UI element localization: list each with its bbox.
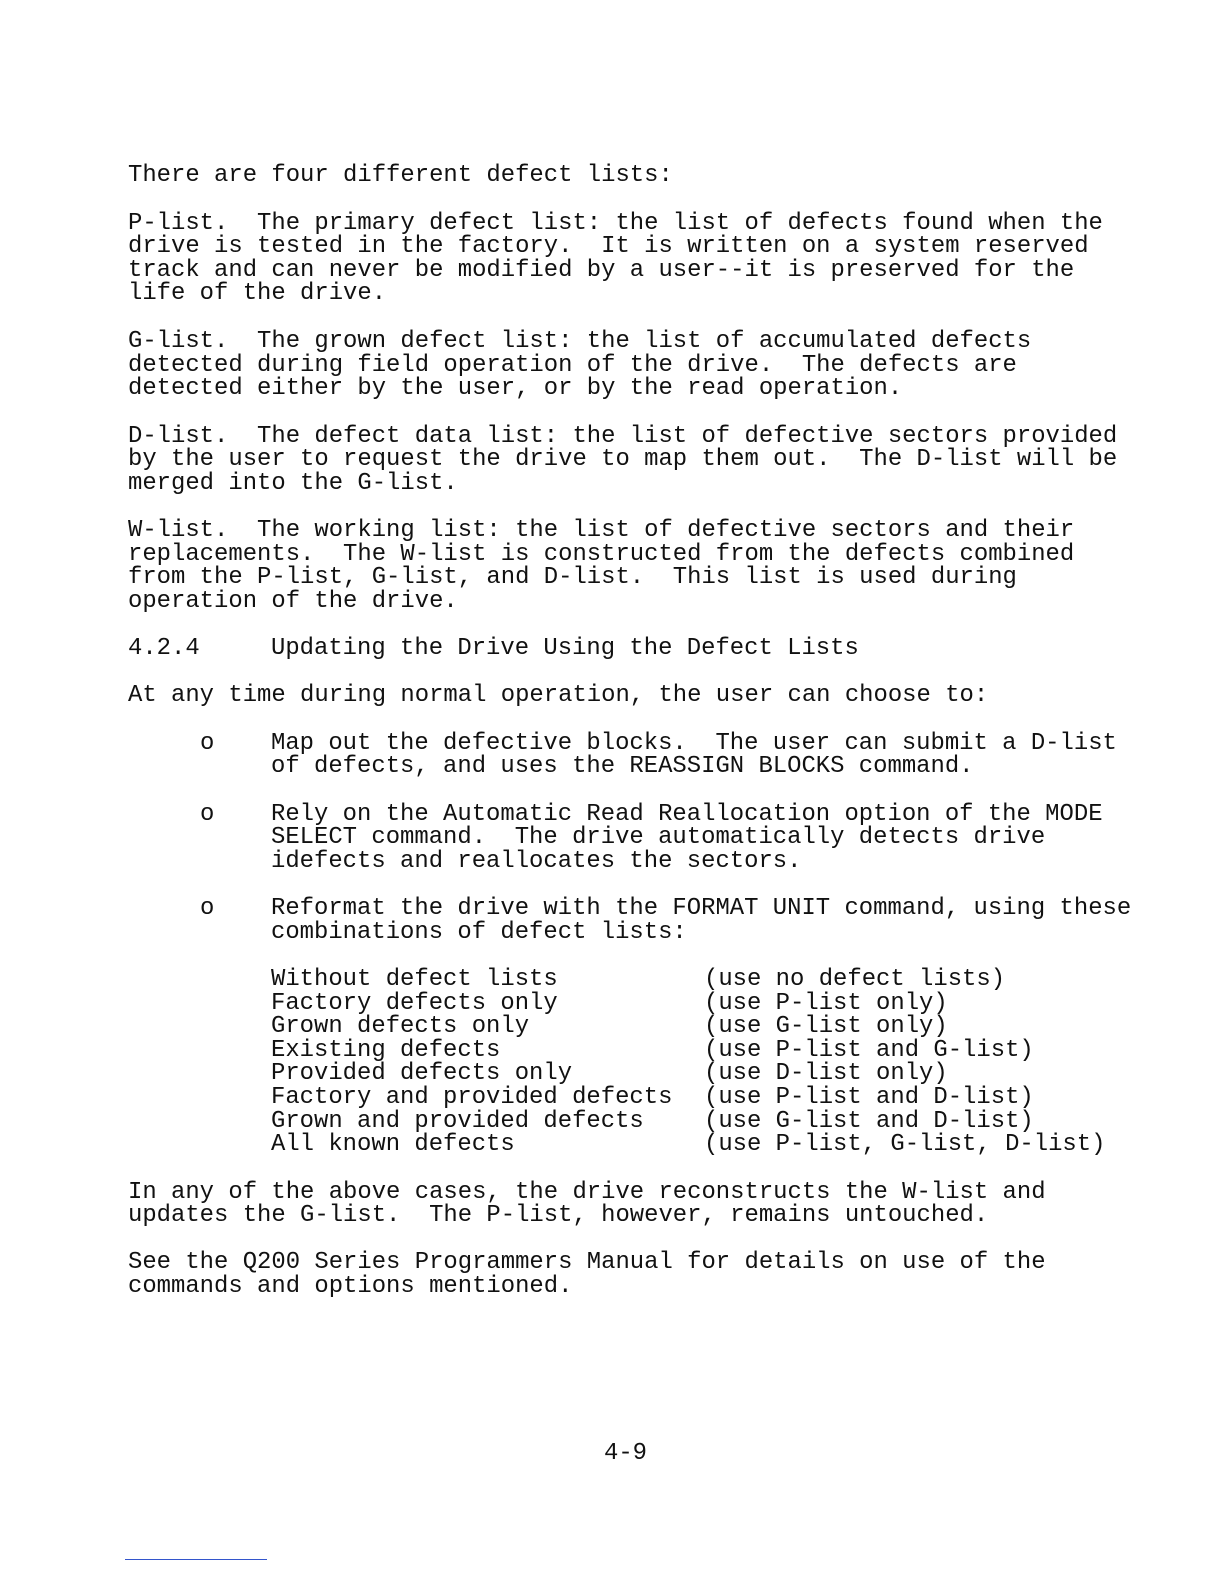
combination-use: (use P-list only) [704,990,948,1017]
w-list-line: from the P-list, G-list, and D-list. This list is used during [128,564,1017,591]
bullet-marker: o [200,730,215,757]
combination-use: (use G-list and D-list) [704,1108,1034,1135]
combination-name: Without defect lists [271,966,558,993]
g-list-line: G-list. The grown defect list: the list of accumulated defects [128,328,1032,355]
reconstruct-line: updates the G-list. The P-list, however, remains untouched. [128,1202,989,1229]
bullet-line: of defects, and uses the REASSIGN BLOCKS command. [271,753,974,780]
combination-use: (use D-list only) [704,1060,948,1087]
g-list-line: detected during field operation of the drive. The defects are [128,352,1017,379]
p-list-line: track and can never be modified by a user--it is preserved for the [128,257,1075,284]
w-list-line: replacements. The W-list is constructed from the defects combined [128,541,1075,568]
combination-use: (use P-list, G-list, D-list) [704,1131,1106,1158]
combination-name: Grown defects only [271,1013,530,1040]
combination-name: Grown and provided defects [271,1108,644,1135]
bullet-marker: o [200,895,215,922]
combination-name: Provided defects only [271,1060,573,1087]
combination-use: (use no defect lists) [704,966,1006,993]
combination-name: Existing defects [271,1037,501,1064]
combination-use: (use P-list and D-list) [704,1084,1034,1111]
choose-line: At any time during normal operation, the user can choose to: [128,682,989,709]
g-list-line: detected either by the user, or by the read operation. [128,375,903,402]
combination-name: All known defects [271,1131,515,1158]
p-list-line: drive is tested in the factory. It is written on a system reserved [128,233,1089,260]
bullet-marker: o [200,801,215,828]
d-list-line: D-list. The defect data list: the list of defective sectors provided [128,423,1118,450]
bullet-line: combinations of defect lists: [271,919,687,946]
section-title: Updating the Drive Using the Defect Lists [271,635,859,662]
bullet-line: Reformat the drive with the FORMAT UNIT command, using these [271,895,1132,922]
footer-rule [125,1559,267,1560]
bullet-line: idefects and reallocates the sectors. [271,848,802,875]
combination-name: Factory and provided defects [271,1084,673,1111]
d-list-line: by the user to request the drive to map them out. The D-list will be [128,446,1118,473]
reconstruct-line: In any of the above cases, the drive reconstructs the W-list and [128,1179,1046,1206]
d-list-line: merged into the G-list. [128,470,458,497]
bullet-line: Rely on the Automatic Read Reallocation option of the MODE [271,801,1103,828]
intro-line: There are four different defect lists: [128,162,673,189]
bullet-line: Map out the defective blocks. The user can submit a D-list [271,730,1117,757]
see-also-line: See the Q200 Series Programmers Manual for details on use of the [128,1249,1046,1276]
combination-use: (use P-list and G-list) [704,1037,1034,1064]
section-number: 4.2.4 [128,635,200,662]
combination-use: (use G-list only) [704,1013,948,1040]
page-number: 4-9 [604,1440,648,1467]
p-list-line: life of the drive. [128,280,387,307]
combination-name: Factory defects only [271,990,558,1017]
w-list-line: W-list. The working list: the list of defective sectors and their [128,517,1075,544]
w-list-line: operation of the drive. [128,588,458,615]
bullet-line: SELECT command. The drive automatically detects drive [271,824,1046,851]
p-list-line: P-list. The primary defect list: the list of defects found when the [128,210,1103,237]
see-also-line: commands and options mentioned. [128,1273,573,1300]
